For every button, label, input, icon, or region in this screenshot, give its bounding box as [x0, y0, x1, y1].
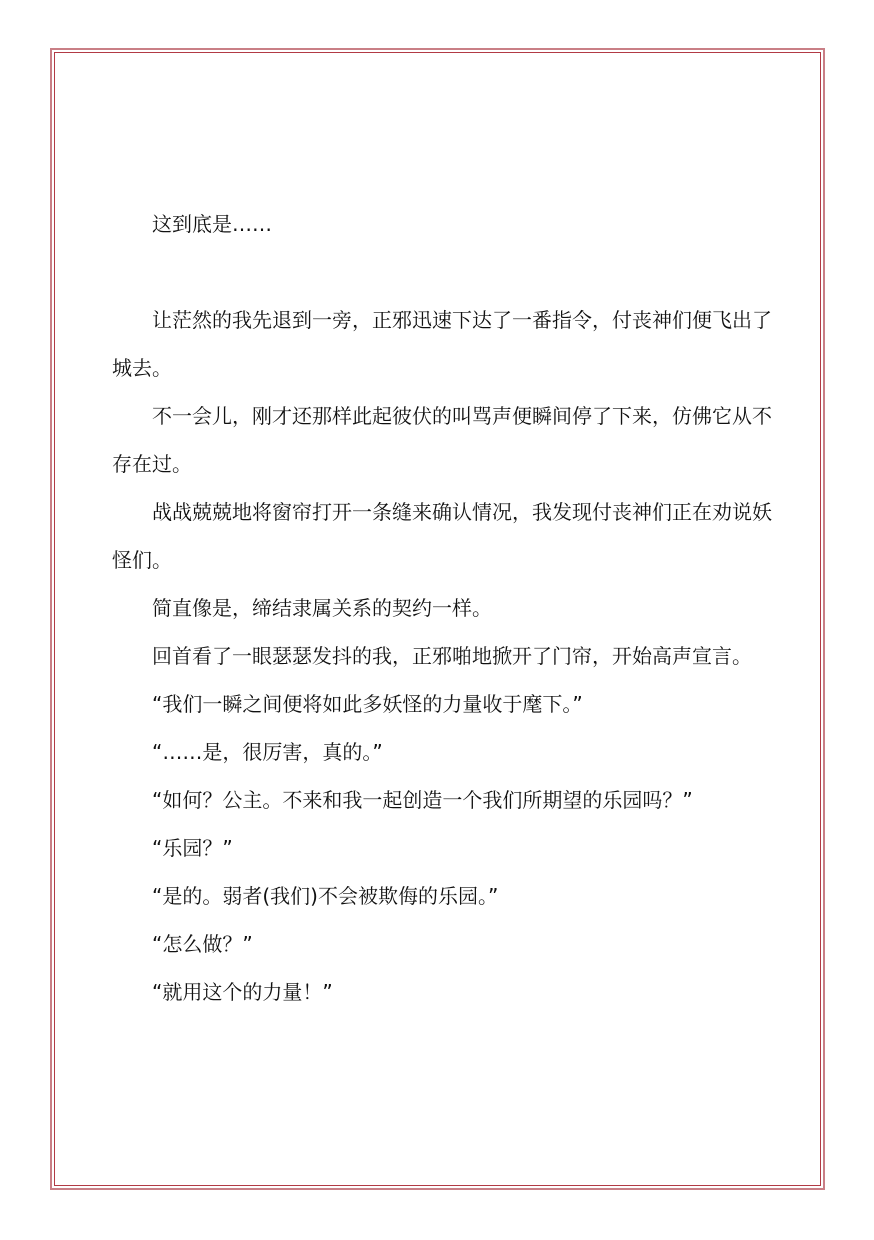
- paragraph-5: 简直像是，缔结隶属关系的契约一样。: [152, 596, 492, 620]
- dialogue-line-6: “怎么做？”: [152, 932, 253, 956]
- paragraph-3: 不一会儿，刚才还那样此起彼伏的叫骂声便瞬间停了下来，仿佛它从不存在过。: [112, 404, 772, 476]
- paragraph-4: 战战兢兢地将窗帘打开一条缝来确认情况，我发现付丧神们正在劝说妖怪们。: [112, 500, 772, 572]
- dialogue-line-2: “……是，很厉害，真的。”: [152, 740, 383, 764]
- paragraph-1: 这到底是……: [152, 212, 272, 236]
- blank-line: [112, 248, 772, 296]
- document-body: [112, 200, 772, 1016]
- dialogue-line-7: “就用这个的力量！”: [152, 980, 333, 1004]
- paragraph-2: 让茫然的我先退到一旁，正邪迅速下达了一番指令，付丧神们便飞出了城去。: [112, 308, 772, 380]
- dialogue-line-3: “如何？公主。不来和我一起创造一个我们所期望的乐园吗？”: [152, 788, 693, 812]
- dialogue-line-5: “是的。弱者(我们)不会被欺侮的乐园。”: [152, 884, 499, 908]
- dialogue-line-4: “乐园？”: [152, 836, 233, 860]
- dialogue-line-1: “我们一瞬之间便将如此多妖怪的力量收于麾下。”: [152, 692, 583, 716]
- paragraph-6: 回首看了一眼瑟瑟发抖的我，正邪啪地掀开了门帘，开始高声宣言。: [152, 644, 752, 668]
